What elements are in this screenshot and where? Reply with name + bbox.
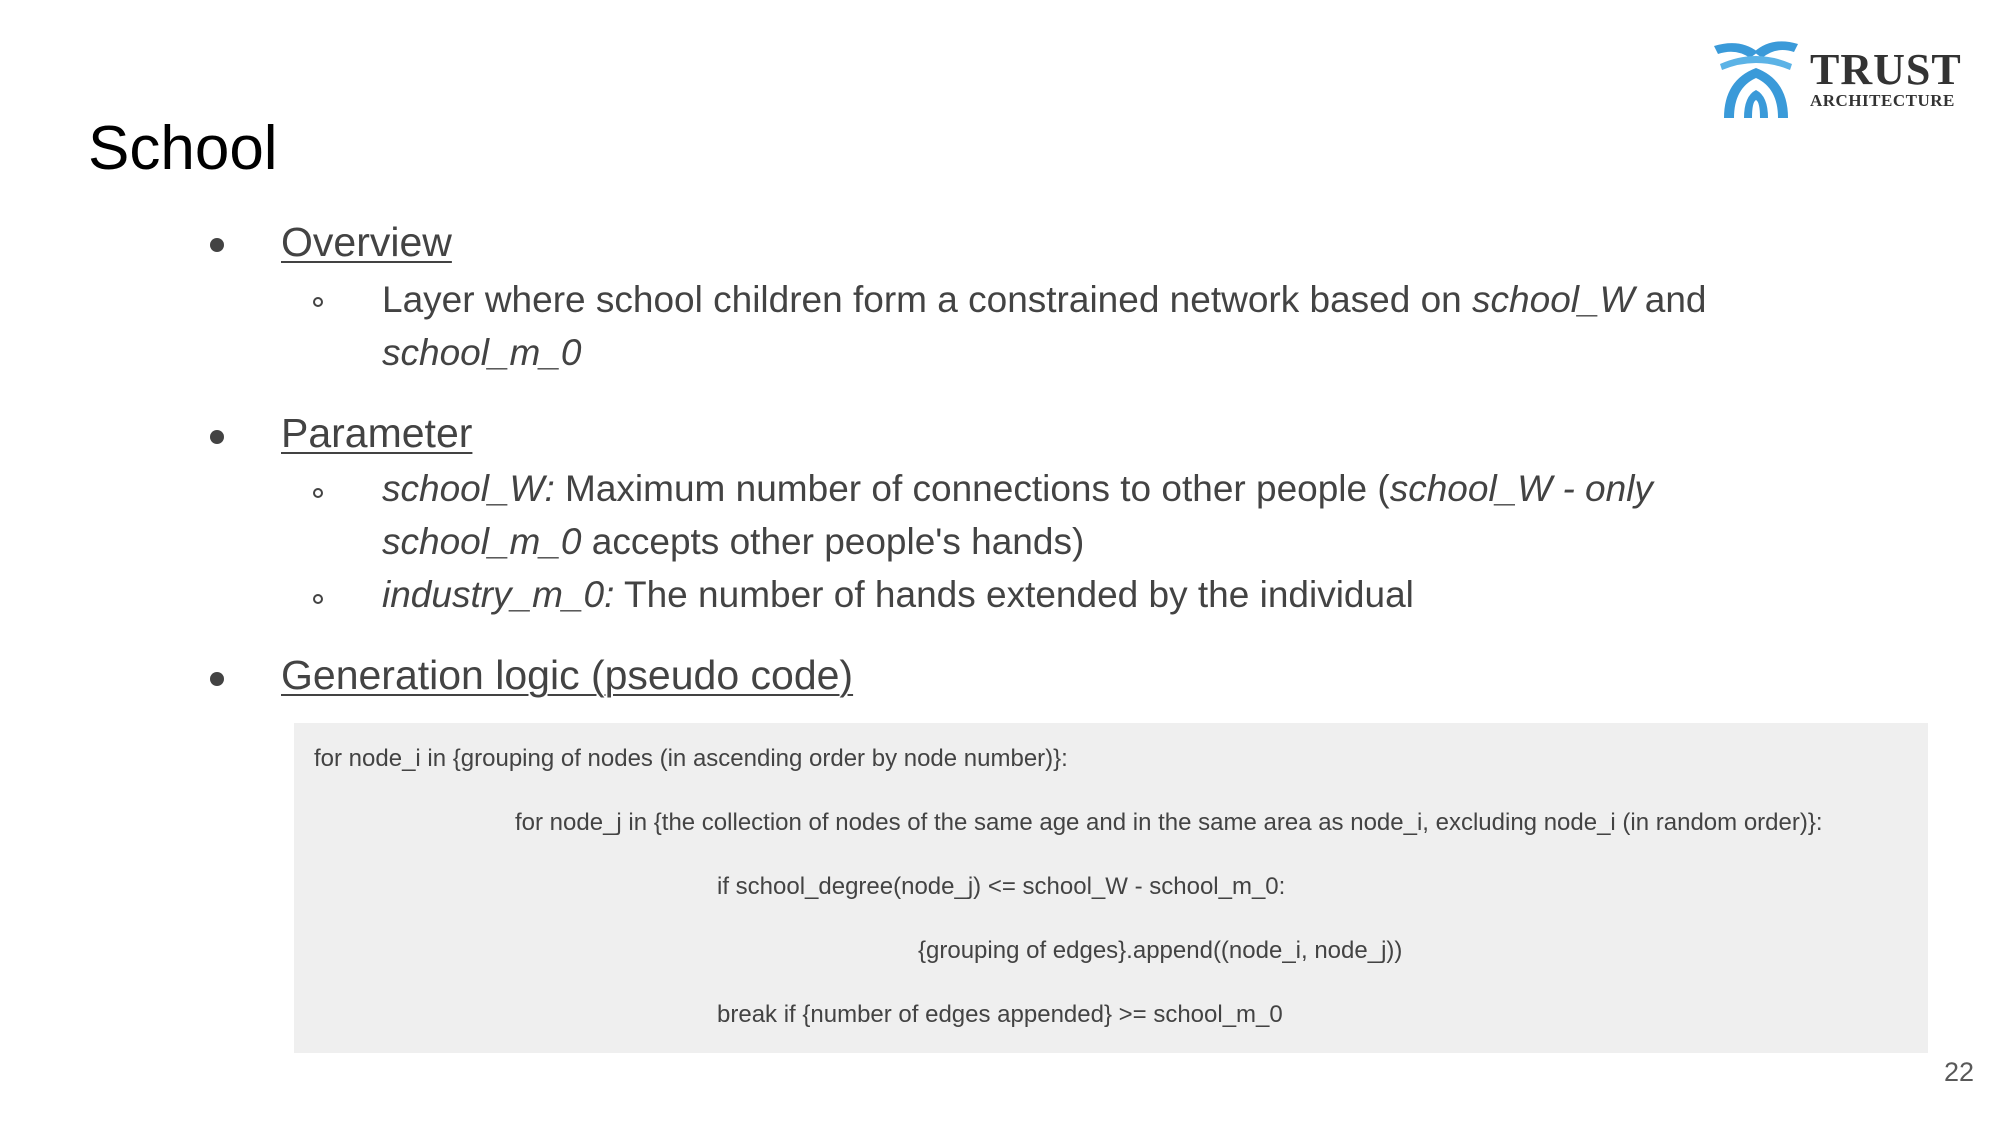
overview-text: Layer where school children form a constrained network based on [382, 279, 1473, 320]
code-line: break if {number of edges appended} >= school_m_0 [717, 1001, 1283, 1028]
sub-bullet-icon [313, 488, 323, 498]
slide-title: School [88, 114, 278, 183]
sub-bullet-icon [313, 594, 323, 604]
overview-param-m0: school_m_0 [382, 332, 582, 373]
param-italic-school-m0: school_m_0 [382, 521, 582, 562]
pseudo-code-block [294, 723, 1928, 1053]
param-italic-school-w: school_W - only [1389, 468, 1653, 509]
param-label-industry-m0: industry_m_0: [382, 574, 615, 615]
page-number: 22 [1944, 1057, 1975, 1087]
overview-heading: Overview [281, 219, 452, 265]
code-line: if school_degree(node_j) <= school_W - school_m_0: [717, 873, 1286, 900]
sub-bullet-icon [313, 297, 323, 307]
logo-subtitle: ARCHITECTURE [1810, 91, 1955, 110]
code-line: for node_i in {grouping of nodes (in ascending order by node number)}: [314, 745, 1068, 772]
overview-and: and [1634, 279, 1707, 320]
param-text-industry-m0: The number of hands extended by the individual [614, 574, 1414, 615]
param-text-school-w: Maximum number of connections to other people ( [554, 468, 1390, 509]
generation-heading: Generation logic (pseudo code) [281, 652, 854, 698]
param-text-accepts: accepts other people's hands) [581, 521, 1085, 562]
overview-line-1 [382, 281, 1707, 318]
parameter-item-1-line-2 [382, 523, 1084, 560]
parameter-item-2 [382, 576, 1414, 613]
code-line: for node_j in {the collection of nodes of the same age and in the same area as node_i, excluding node_i (in random order)}: [515, 809, 1823, 836]
bullet-icon [210, 430, 224, 444]
bullet-icon [210, 672, 224, 686]
overview-line-2 [382, 334, 582, 371]
logo-name: TRUST [1810, 45, 1962, 94]
trust-architecture-logo [1710, 38, 1970, 122]
trust-arch-icon [1710, 38, 1802, 122]
overview-param-w: school_W [1472, 279, 1635, 320]
code-line: {grouping of edges}.append((node_i, node_j)) [918, 937, 1403, 964]
parameter-heading: Parameter [281, 410, 473, 456]
param-label-school-w: school_W: [382, 468, 555, 509]
bullet-icon [210, 238, 224, 252]
parameter-item-1-line-1 [382, 470, 1653, 507]
